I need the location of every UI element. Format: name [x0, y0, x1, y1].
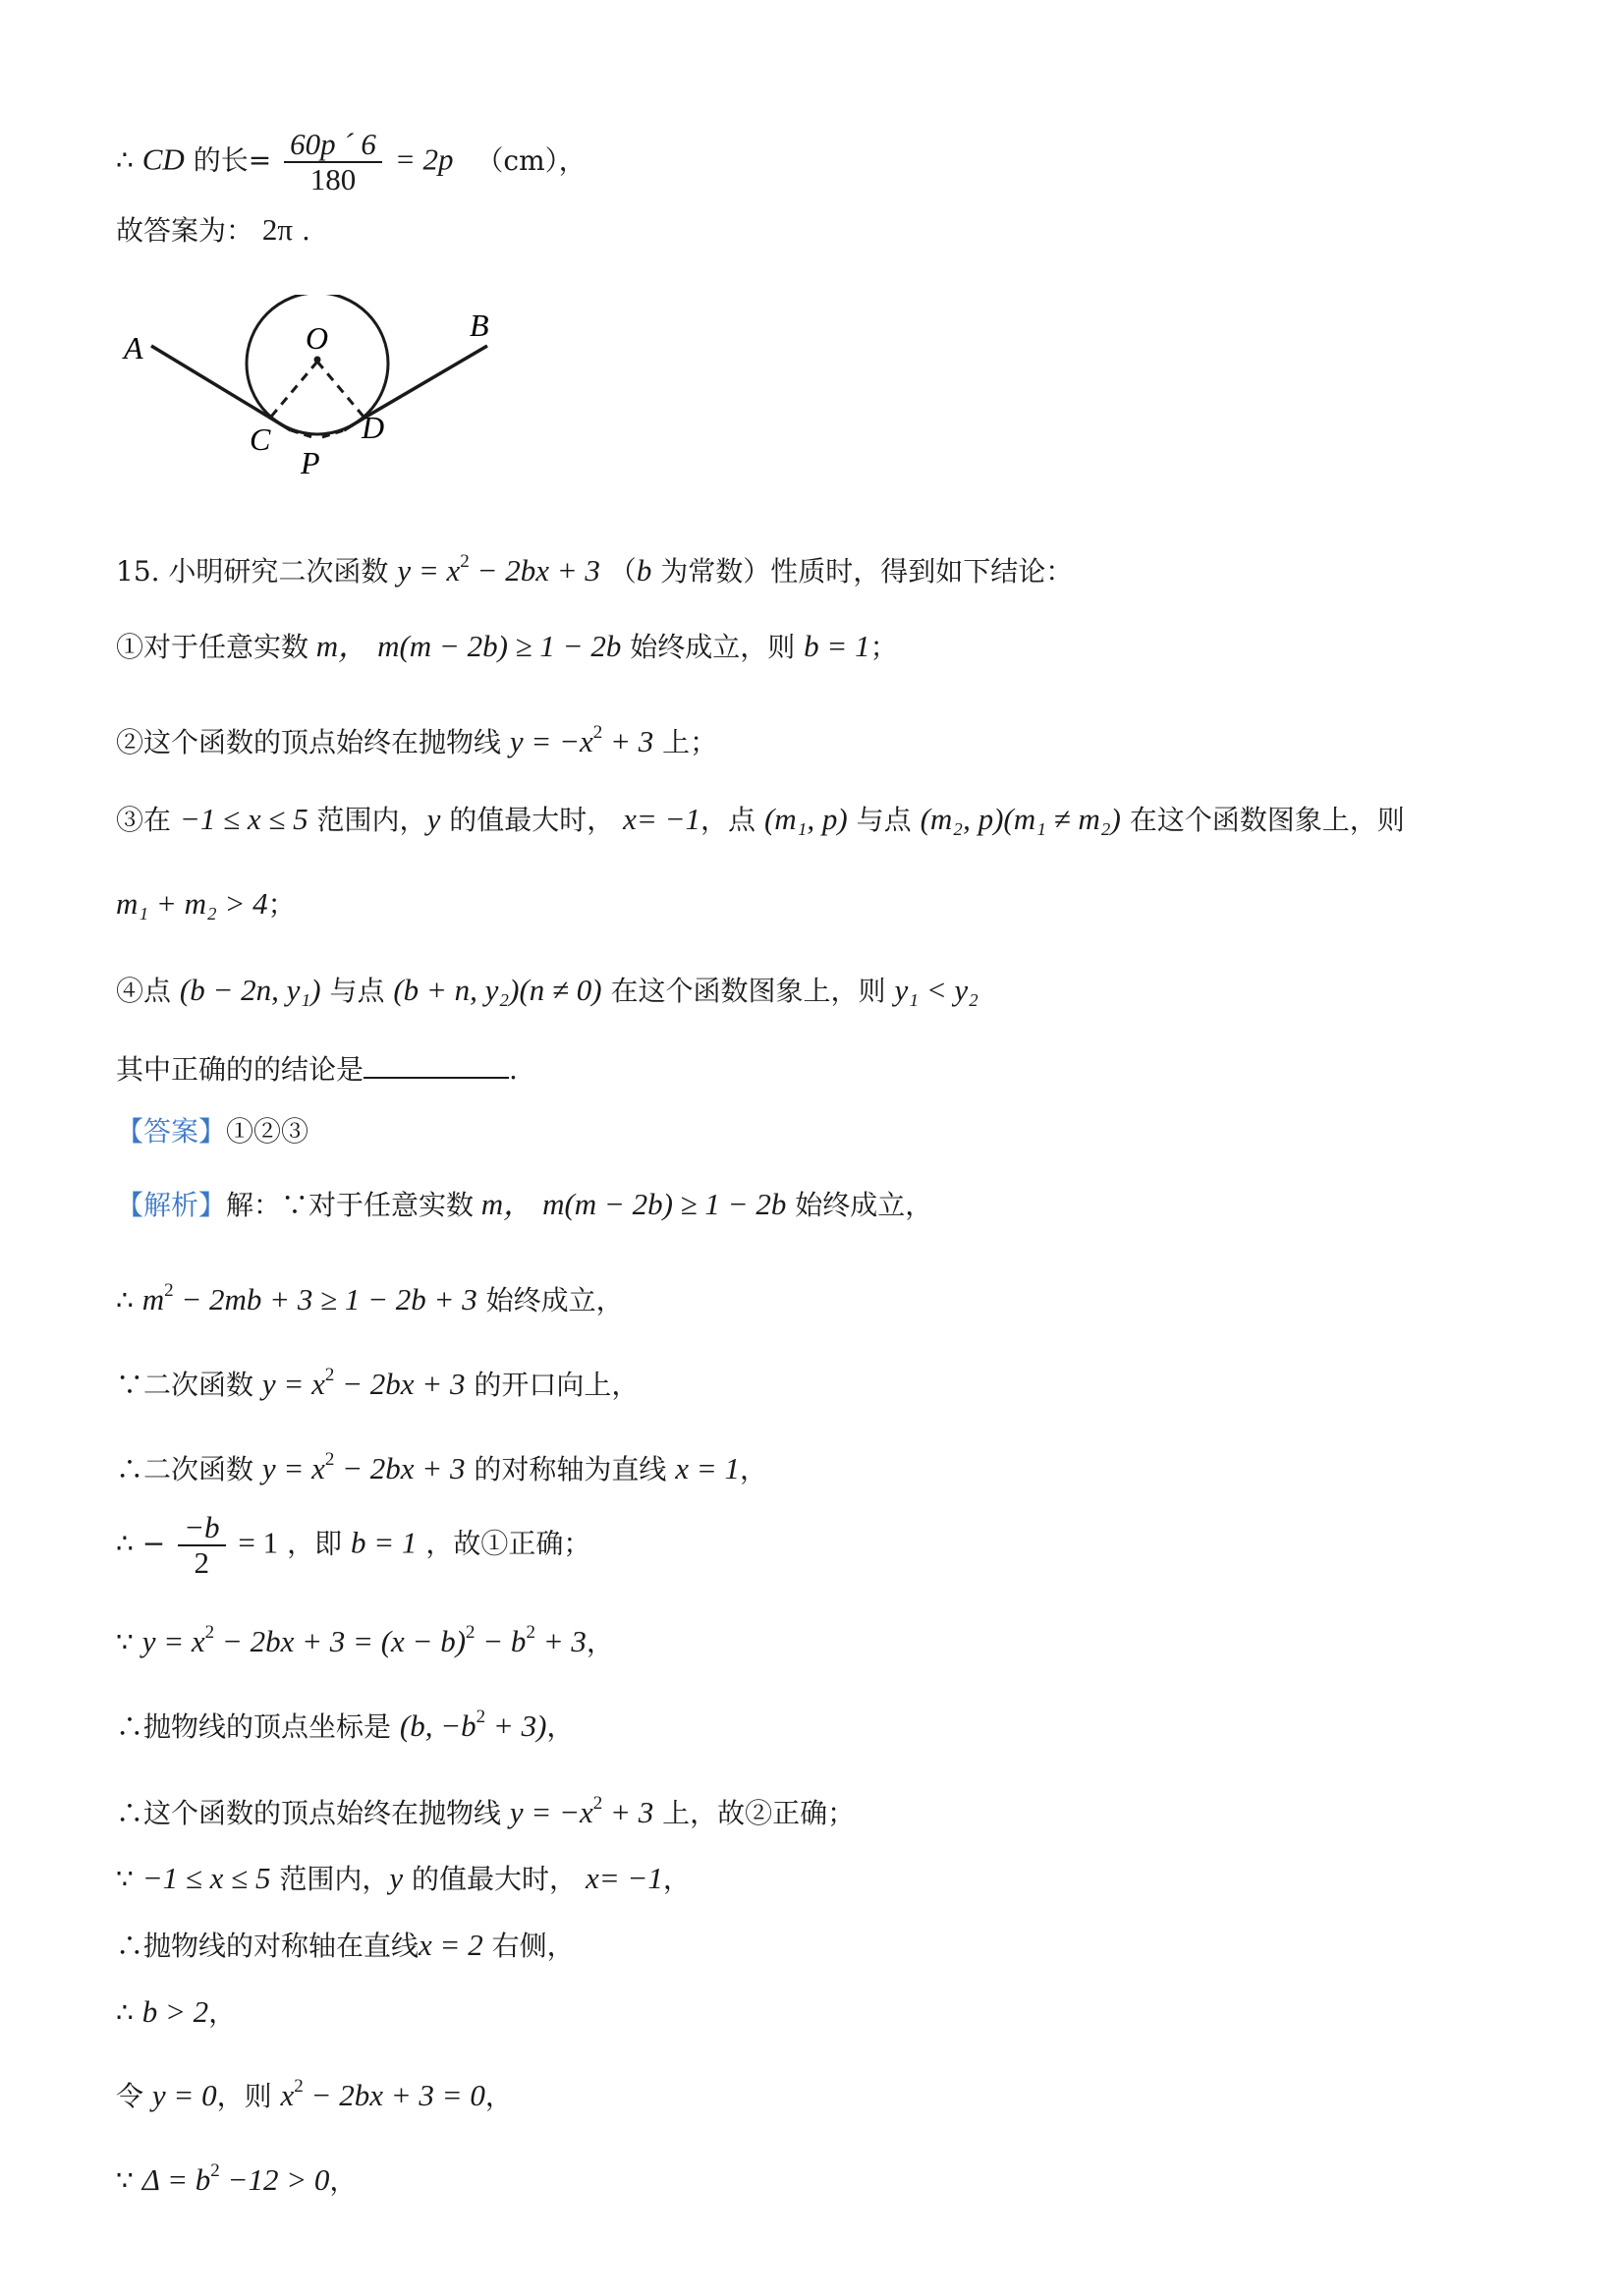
answer-tag: 【答案】 — [116, 1115, 227, 1148]
answer-line: 故答案为： 2π . — [116, 212, 310, 247]
statement-3-cont: m₁ + m₂ > 4； — [116, 886, 296, 921]
analysis-line-12: 令 y = 0，则 $x^2 - 2bx + 3 = 0$， — [116, 2076, 513, 2112]
question-line: 其中正确的的结论是 . — [116, 1047, 518, 1090]
label-a: A — [124, 330, 143, 365]
circle-tangent-figure — [116, 295, 519, 491]
analysis-tag: 【解析】 — [116, 1189, 227, 1221]
answer-value: ①②③ — [226, 1115, 309, 1148]
line-a — [151, 346, 268, 417]
analysis-line-4: ∴二次函数 $y = x^2 - 2bx + 3$ 的对称轴为直线 x = 1， — [116, 1449, 767, 1485]
answer-blank — [364, 1047, 509, 1079]
analysis-line-3: ∵二次函数 $y = x^2 - 2bx + 3$ 的开口向上， — [116, 1365, 640, 1401]
analysis-line-6: ∵ $y = x^2 - 2bx + 3 = (x - b)^2 - b^2 + 3$， — [116, 1622, 614, 1658]
statement-4: ④点 (b − 2n, y₁) 与点 (b + n, y₂)(n ≠ 0) 在这个函数图象上，则 y₁ < y₂ — [116, 973, 979, 1007]
analysis-line-7: ∴抛物线的顶点坐标是 (b, $-b^2 + 3$)， — [116, 1707, 575, 1743]
center-point — [314, 357, 321, 364]
analysis-fraction: $\frac{-b}{2}$ — [178, 1511, 225, 1580]
analysis-line-1: 【解析】解：∵对于任意实数 m， m(m − 2b) ≥ 1 − 2b 始终成立， — [116, 1187, 933, 1221]
analysis-line-11: ∴ b > 2， — [116, 1994, 237, 2029]
analysis-line-5: ∴ − $\frac{-b}{2}$ = 1 ，即 b = 1 ，故①正确； — [116, 1510, 591, 1580]
arc-fraction: $\frac{60p ´ 6}{180}$ — [284, 128, 382, 196]
label-p: P — [301, 445, 320, 480]
problem-intro: 15. 小明研究二次函数 $y = x^2 - 2bx + 3$ （b 为常数）性质时，得到如下结论： — [116, 551, 1074, 588]
analysis-line-8: ∴这个函数的顶点始终在抛物线 $y = -x^2 + 3$ 上，故②正确； — [116, 1793, 856, 1829]
arc-name: CD — [141, 141, 185, 177]
statement-2: ②这个函数的顶点始终在抛物线 $y = -x^2 + 3$ 上； — [116, 722, 718, 758]
radius-od — [317, 362, 364, 417]
answer-block — [116, 1112, 308, 1151]
arc-length-line: ∴ CD 的长= $\frac{60p ´ 6}{180}$ = 2p （cm）， — [116, 127, 587, 196]
label-b: B — [470, 308, 489, 343]
line-ac — [268, 417, 291, 430]
radius-oc — [271, 362, 317, 417]
statement-3: ③在 −1 ≤ x ≤ 5 范围内，y 的值最大时， x= −1，点 (m₁, p) 与点 (m₂, p)(m₁ ≠ m₂) 在这个函数图象上，则 — [116, 802, 1405, 836]
statement-1: ①对于任意实数 m， m(m − 2b) ≥ 1 − 2b 始终成立，则 b = 1； — [116, 629, 898, 663]
label-d: D — [362, 410, 385, 445]
analysis-line-9: ∵ −1 ≤ x ≤ 5 范围内，y 的值最大时， x= −1， — [116, 1861, 691, 1895]
analysis-line-10: ∴抛物线的对称轴在直线x = 2 右侧， — [116, 1928, 575, 1962]
analysis-line-13: ∵ $\Delta = b^2 -12 > 0$， — [116, 2160, 358, 2197]
analysis-line-2: ∴ $m^2 - 2mb + 3 \ge 1 - 2b + 3$ 始终成立， — [116, 1280, 624, 1316]
label-o: O — [306, 320, 329, 356]
label-c: C — [250, 421, 271, 457]
